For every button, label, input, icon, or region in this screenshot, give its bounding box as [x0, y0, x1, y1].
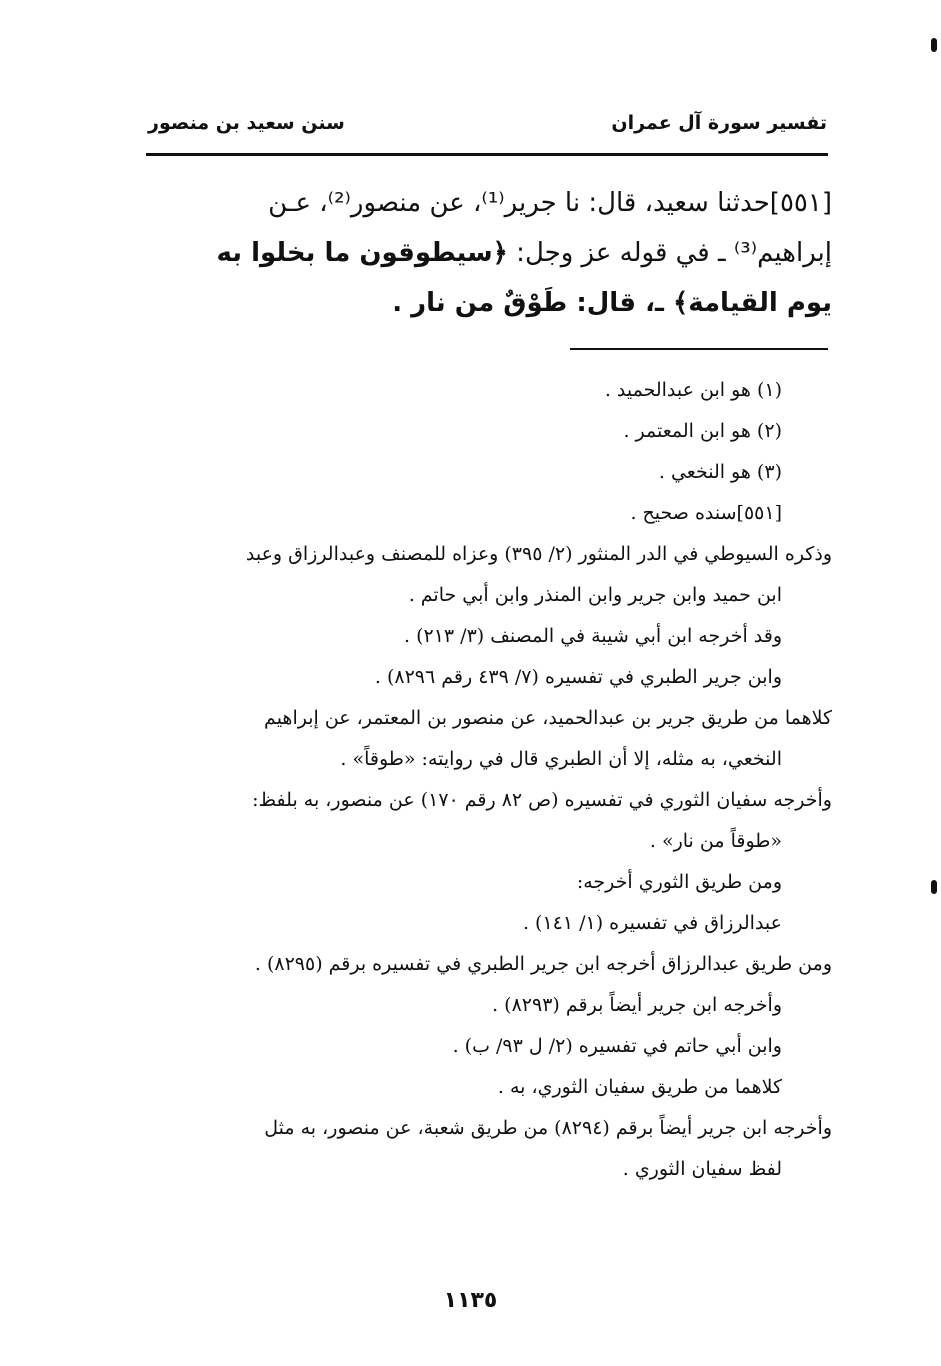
book-title: سنن سعيد بن منصور	[148, 112, 345, 134]
footnote-line: كلاهما من طريق سفيان الثوري، به .	[497, 1076, 782, 1098]
running-header	[148, 112, 827, 148]
footnote-line: (١) هو ابن عبدالحميد .	[604, 379, 782, 401]
footnote-line: (٣) هو النخعي .	[658, 461, 782, 483]
footnote-line: وابن جرير الطبري في تفسيره (٧/ ٤٣٩ رقم ٨٢٩٦) .	[374, 666, 782, 688]
footnote-line: وذكره السيوطي في الدر المنثور (٢/ ٣٩٥) وعزاه للمصنف وعبدالرزاق وعبد	[245, 543, 832, 565]
footnote-line: [٥٥١]سنده صحيح .	[630, 502, 782, 524]
binding-mark	[931, 38, 937, 52]
quran-quote: ﴿سيطوقون ما بخلوا به	[216, 238, 508, 268]
footnote-line: وأخرجه سفيان الثوري في تفسيره (ص ٨٢ رقم ١٧٠) عن منصور، به بلفظ:	[252, 789, 832, 811]
footnote-line: النخعي، به مثله، إلا أن الطبري قال في روايته: «طوقاً» .	[340, 748, 782, 770]
footnote-line: «طوقاً من نار» .	[649, 830, 782, 852]
footnote-line: وقد أخرجه ابن أبي شيبة في المصنف (٣/ ٢١٣) .	[403, 625, 782, 647]
hadith-line-2	[138, 228, 832, 278]
footnote-line: وأخرجه ابن جرير أيضاً برقم (٨٢٩٤) من طريق شعبة، عن منصور، به مثل	[264, 1117, 832, 1139]
hadith-line-2-plain: إبراهيم⁽³⁾ ـ في قوله عز وجل:	[507, 238, 832, 268]
hadith-text	[138, 178, 832, 328]
hadith-line-3: يوم القيامة﴾ ـ، قال: طَوْقٌ من نار .	[392, 288, 832, 318]
footnote-line: (٢) هو ابن المعتمر .	[623, 420, 782, 442]
chapter-title: تفسير سورة آل عمران	[611, 112, 827, 134]
footnotes	[136, 370, 832, 1190]
footnote-line: وابن أبي حاتم في تفسيره (٢/ ل ٩٣/ ب) .	[452, 1035, 782, 1057]
footnote-line: كلاهما من طريق جرير بن عبدالحميد، عن منصور بن المعتمر، عن إبراهيم	[264, 707, 832, 729]
footnote-line: ابن حميد وابن جرير وابن المنذر وابن أبي حاتم .	[408, 584, 782, 606]
hadith-line-1: [٥٥١]حدثنا سعيد، قال: نا جرير⁽¹⁾، عن منصور⁽²⁾، عـن	[268, 188, 832, 218]
footnote-line: وأخرجه ابن جرير أيضاً برقم (٨٢٩٣) .	[492, 994, 782, 1016]
page-number: ١١٣٥	[443, 1288, 498, 1313]
footnote-line: ومن طريق عبدالرزاق أخرجه ابن جرير الطبري في تفسيره برقم (٨٢٩٥) .	[254, 953, 832, 975]
footnote-line: لفظ سفيان الثوري .	[622, 1158, 782, 1180]
binding-mark	[931, 880, 937, 894]
footnote-line: عبدالرزاق في تفسيره (١/ ١٤١) .	[522, 912, 782, 934]
footnote-divider	[570, 348, 828, 350]
footnote-line: ومن طريق الثوري أخرجه:	[576, 871, 782, 893]
header-divider	[146, 153, 828, 156]
